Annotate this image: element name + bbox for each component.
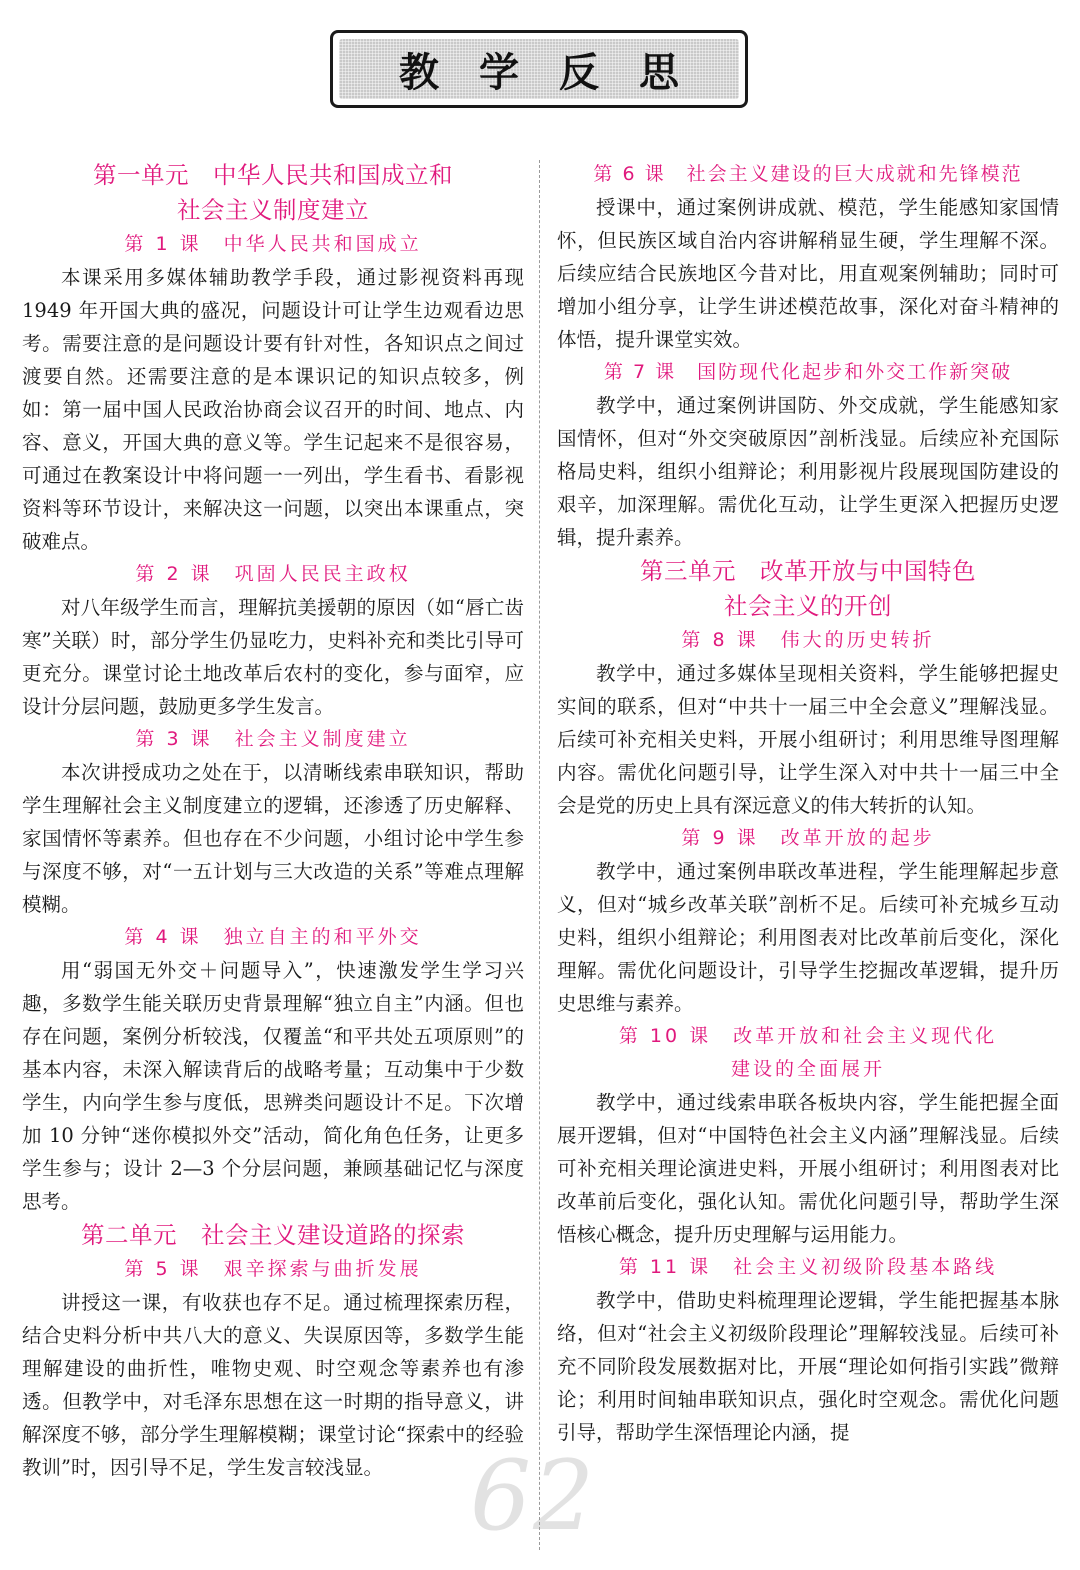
left-column (22, 158, 524, 1484)
column-divider (539, 160, 540, 1550)
page-title: 教学反思 (399, 49, 719, 96)
lesson-7-heading: 第 7 课 国防现代化起步和外交工作新突破 (603, 361, 1013, 383)
lesson-10-text: 教学中，通过线索串联各板块内容，学生能把握全面展开逻辑，但对“中国特色社会主义内涵”理解浅显。后续可补充相关理论演进史料，开展小组研讨；利用图表对比改革前后变化，强化认知。需优化问题引导，帮助学生深悟核心概念，提升历史理解与运用能力。 (557, 1091, 1059, 1246)
unit-3-heading-line2: 社会主义的开创 (724, 592, 892, 620)
lesson-4-text: 用“弱国无外交＋问题导入”，快速激发学生学习兴趣，多数学生能关联历史背景理解“独立自主”内涵。但也存在问题，案例分析较浅，仅覆盖“和平共处五项原则”的基本内容，未深入解读背后的战略考量；互动集中于少数学生，内向学生参与度低，思辨类问题设计不足。下次增加 10 分钟“迷你模拟外交”活动，简化角色任务，让更多学生参与；设计 2—3 个分层问题，兼顾基础记忆与深度思考。 (22, 959, 524, 1213)
lesson-3-text: 本次讲授成功之处在于，以清晰线索串联知识，帮助学生理解社会主义制度建立的逻辑，还渗透了历史解释、家国情怀等素养。但也存在不少问题，小组讨论中学生参与深度不够，对“一五计划与三大改造的关系”等难点理解模糊。 (22, 761, 524, 916)
right-column (557, 158, 1059, 1449)
lesson-11-heading: 第 11 课 社会主义初级阶段基本路线 (618, 1256, 998, 1278)
unit-1-heading-line2: 社会主义制度建立 (177, 196, 369, 224)
header-title-box (330, 30, 748, 108)
lesson-1-text: 本课采用多媒体辅助教学手段，通过影视资料再现 1949 年开国大典的盛况，问题设计可让学生边观看边思考。需要注意的是问题设计要有针对性，各知识点之间过渡要自然。还需要注意的是本课识记的知识点较多，例如：第一届中国人民政治协商会议召开的时间、地点、内容、意义，开国大典的意义等。学生记起来不是很容易，可通过在教案设计中将问题一一列出，学生看书、看影视资料等环节设计，来解决这一问题，以突出本课重点，突破难点。 (22, 266, 524, 553)
lesson-4-heading: 第 4 课 独立自主的和平外交 (124, 926, 422, 948)
lesson-9-text: 教学中，通过案例串联改革进程，学生能理解起步意义，但对“城乡改革关联”剖析不足。后续可补充城乡互动史料，组织小组辩论；利用图表对比改革前后变化，深化理解。需优化问题设计，引导学生挖掘改革逻辑，提升历史思维与素养。 (557, 860, 1059, 1015)
lesson-8-text: 教学中，通过多媒体呈现相关资料，学生能够把握史实间的联系，但对“中共十一届三中全会意义”理解浅显。后续可补充相关史料，开展小组研讨；利用思维导图理解内容。需优化问题引导，让学生深入对中共十一届三中全会是党的历史上具有深远意义的伟大转折的认知。 (557, 662, 1059, 817)
lesson-10-heading-line2: 建设的全面展开 (730, 1058, 885, 1080)
unit-2-heading: 第二单元 社会主义建设道路的探索 (81, 1221, 465, 1249)
lesson-2-text: 对八年级学生而言，理解抗美援朝的原因（如“唇亡齿寒”关联）时，部分学生仍显吃力，史料补充和类比引导可更充分。课堂讨论土地改革后农村的变化，参与面窄，应设计分层问题，鼓励更多学生发言。 (22, 596, 524, 718)
lesson-1-heading: 第 1 课 中华人民共和国成立 (124, 233, 422, 255)
lesson-8-heading: 第 8 课 伟大的历史转折 (681, 629, 935, 651)
lesson-6-heading: 第 6 课 社会主义建设的巨大成就和先锋模范 (593, 163, 1023, 185)
unit-1-heading-line1: 第一单元 中华人民共和国成立和 (93, 161, 453, 189)
lesson-5-text: 讲授这一课，有收获也存不足。通过梳理探索历程，结合史料分析中共八大的意义、失误原因等，多数学生能理解建设的曲折性，唯物史观、时空观念等素养也有渗透。但教学中，对毛泽东思想在这一时期的指导意义，讲解深度不够，部分学生理解模糊；课堂讨论“探索中的经验教训”时，因引导不足，学生发言较浅显。 (22, 1291, 524, 1479)
lesson-10-heading-line1: 第 10 课 改革开放和社会主义现代化 (618, 1025, 998, 1047)
lesson-9-heading: 第 9 课 改革开放的起步 (681, 827, 935, 849)
lesson-6-text: 授课中，通过案例讲成就、模范，学生能感知家国情怀，但民族区域自治内容讲解稍显生硬，学生理解不深。后续应结合民族地区今昔对比，用直观案例辅助；同时可增加小组分享，让学生讲述模范故事，深化对奋斗精神的体悟，提升课堂实效。 (557, 196, 1059, 351)
lesson-7-text: 教学中，通过案例讲国防、外交成就，学生能感知家国情怀，但对“外交突破原因”剖析浅显。后续应补充国际格局史料，组织小组辩论；利用影视片段展现国防建设的艰辛，加深理解。需优化互动，让学生更深入把握历史逻辑，提升素养。 (557, 394, 1059, 549)
page-number: 62 (470, 1440, 597, 1552)
unit-3-heading-line1: 第三单元 改革开放与中国特色 (640, 557, 976, 585)
lesson-3-heading: 第 3 课 社会主义制度建立 (135, 728, 411, 750)
lesson-2-heading: 第 2 课 巩固人民民主政权 (135, 563, 411, 585)
header-title-panel (339, 39, 739, 99)
lesson-5-heading: 第 5 课 艰辛探索与曲折发展 (124, 1258, 422, 1280)
lesson-11-text: 教学中，借助史料梳理理论逻辑，学生能把握基本脉络，但对“社会主义初级阶段理论”理解较浅显。后续可补充不同阶段发展数据对比，开展“理论如何指引实践”微辩论；利用时间轴串联知识点，强化时空观念。需优化问题引导，帮助学生深悟理论内涵，提 (557, 1289, 1059, 1444)
